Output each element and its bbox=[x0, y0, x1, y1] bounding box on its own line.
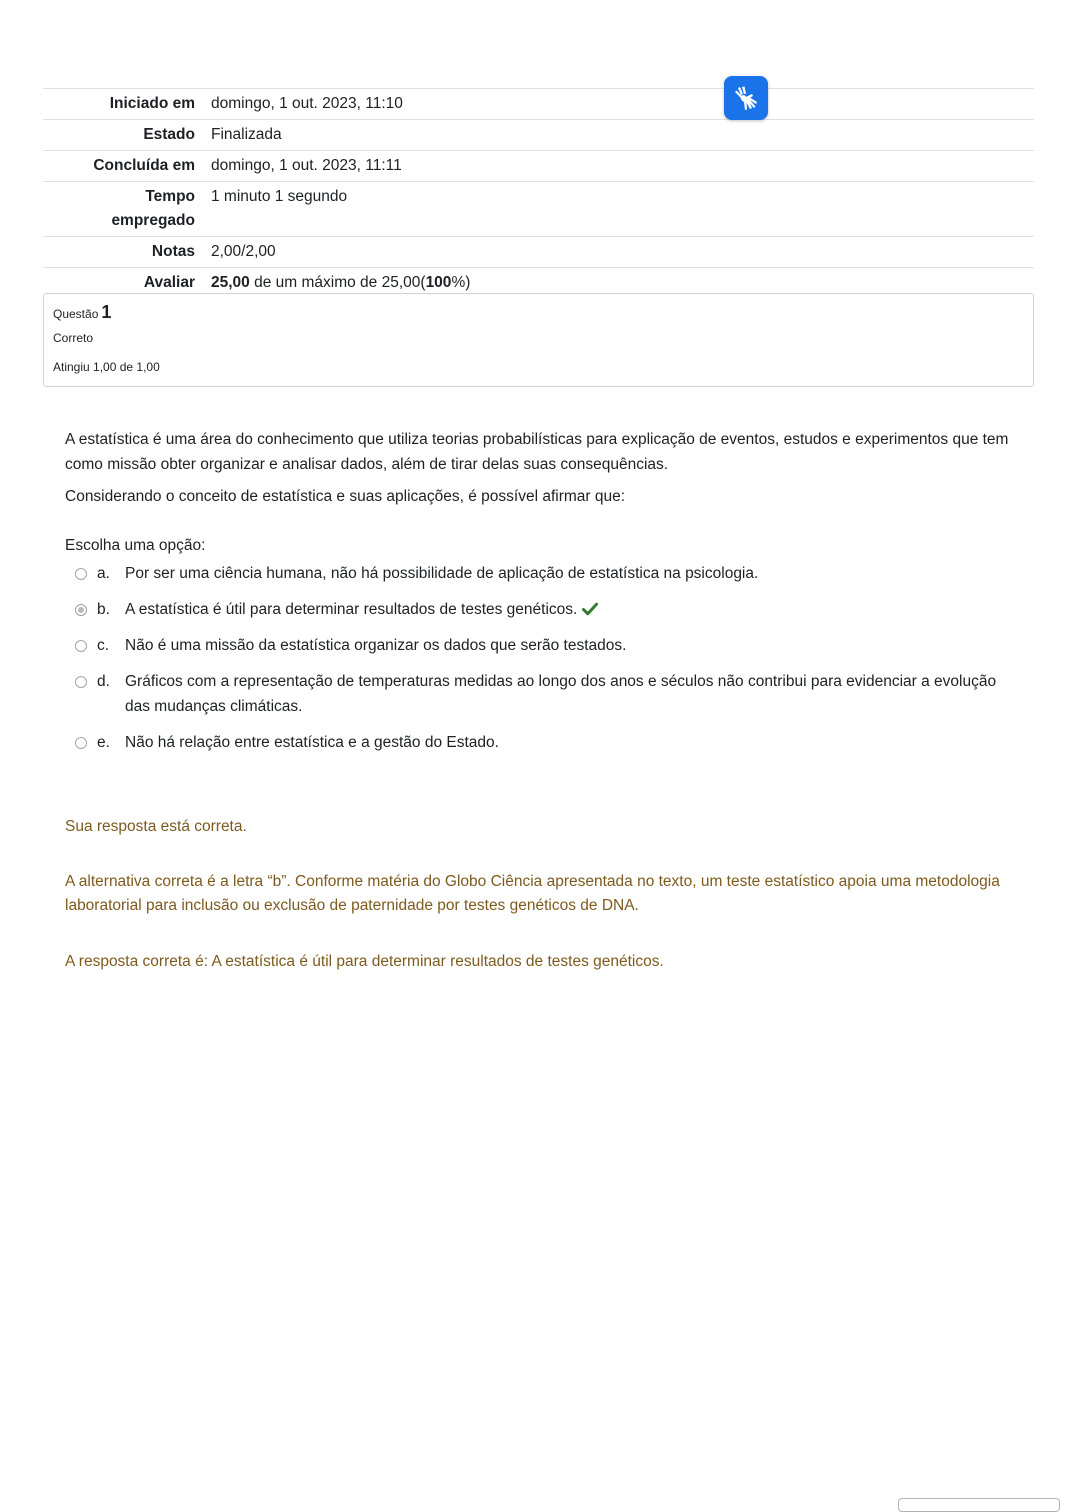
summary-label-text: Tempo empregado bbox=[111, 188, 195, 229]
answer-option-e[interactable] bbox=[65, 730, 1010, 755]
answer-prompt: Escolha uma opção: bbox=[65, 537, 206, 554]
summary-label: Estado bbox=[143, 126, 195, 143]
question-state: Correto bbox=[53, 331, 94, 345]
question-grade: Atingiu 1,00 de 1,00 bbox=[53, 360, 160, 374]
feedback-section bbox=[65, 815, 1015, 974]
question-number-value: 1 bbox=[101, 302, 112, 322]
answer-text: Por ser uma ciência humana, não há possibilidade de aplicação de estatística na psicologia. bbox=[125, 565, 759, 582]
feedback-status: Sua resposta está correta. bbox=[65, 818, 247, 835]
answer-option-a[interactable] bbox=[65, 561, 1010, 586]
answer-text: Gráficos com a representação de temperaturas medidas ao longo dos anos e séculos não contribui para evidenciar a evolução das mudanças climáticas. bbox=[125, 673, 997, 715]
accessibility-widget-button[interactable] bbox=[724, 76, 768, 120]
answer-text: A estatística é útil para determinar resultados de testes genéticos. bbox=[125, 601, 578, 618]
summary-row-time-taken bbox=[43, 182, 1034, 237]
answer-option-c[interactable] bbox=[65, 633, 1010, 658]
radio-button[interactable] bbox=[75, 737, 87, 749]
page-corner-control[interactable] bbox=[898, 1498, 1060, 1512]
answer-text: Não há relação entre estatística e a gestão do Estado. bbox=[125, 734, 499, 751]
question-number-prefix: Questão bbox=[53, 307, 99, 321]
summary-row-marks bbox=[43, 237, 1034, 268]
grade-percent: 100 bbox=[425, 274, 452, 291]
summary-label: Avaliar bbox=[143, 274, 195, 291]
summary-value: domingo, 1 out. 2023, 11:10 bbox=[211, 95, 403, 112]
summary-label: Notas bbox=[151, 243, 195, 260]
grade-end: %) bbox=[451, 274, 471, 291]
feedback-explanation: A alternativa correta é a letra “b”. Conforme matéria do Globo Ciência apresentada no texto, um teste estatístico apoia uma metodologia laboratorial para inclusão ou exclusão de paternidade por testes genéticos de DNA. bbox=[65, 873, 1000, 914]
answer-text: Não é uma missão da estatística organizar os dados que serão testados. bbox=[125, 637, 627, 654]
question-text-paragraph-1: A estatística é uma área do conhecimento que utiliza teorias probabilísticas para explicação de eventos, estudos e experimentos que tem como missão obter organizar e analisar dados, além de tirar delas suas consequências. bbox=[65, 431, 1009, 473]
summary-row-state bbox=[43, 120, 1034, 151]
sign-language-hands-icon bbox=[732, 84, 760, 112]
summary-value: Finalizada bbox=[211, 126, 282, 143]
radio-button[interactable] bbox=[75, 568, 87, 580]
answer-letter: b. bbox=[97, 601, 110, 618]
answer-option-b[interactable] bbox=[65, 597, 1010, 622]
feedback-correct-answer: A resposta correta é: A estatística é útil para determinar resultados de testes genéticos. bbox=[65, 953, 664, 970]
summary-row-completed bbox=[43, 151, 1034, 182]
question-info-box bbox=[43, 293, 1034, 387]
summary-label bbox=[43, 182, 211, 237]
summary-row-started bbox=[43, 89, 1034, 120]
answer-letter: c. bbox=[97, 637, 110, 654]
check-icon bbox=[582, 602, 598, 616]
summary-value: domingo, 1 out. 2023, 11:11 bbox=[211, 157, 402, 174]
grade-middle: de um máximo de 25,00( bbox=[249, 274, 426, 291]
summary-label: Concluída em bbox=[93, 157, 195, 174]
attempt-summary-table bbox=[43, 88, 1034, 298]
answer-letter: a. bbox=[97, 565, 110, 582]
summary-value: 2,00/2,00 bbox=[211, 243, 276, 260]
summary-label: Iniciado em bbox=[109, 95, 195, 112]
question-text bbox=[65, 427, 1010, 516]
answer-letter: d. bbox=[97, 673, 110, 690]
radio-button[interactable] bbox=[75, 640, 87, 652]
question-text-paragraph-2: Considerando o conceito de estatística e suas aplicações, é possível afirmar que: bbox=[65, 488, 626, 505]
summary-value: 1 minuto 1 segundo bbox=[211, 188, 348, 205]
answer-option-d[interactable] bbox=[65, 669, 1010, 719]
answer-letter: e. bbox=[97, 734, 110, 751]
grade-score: 25,00 bbox=[211, 274, 250, 291]
radio-button-selected[interactable] bbox=[75, 604, 87, 616]
answer-options bbox=[65, 561, 1010, 766]
answer-text-wrap bbox=[125, 597, 1005, 622]
question-number bbox=[53, 302, 111, 323]
radio-button[interactable] bbox=[75, 676, 87, 688]
